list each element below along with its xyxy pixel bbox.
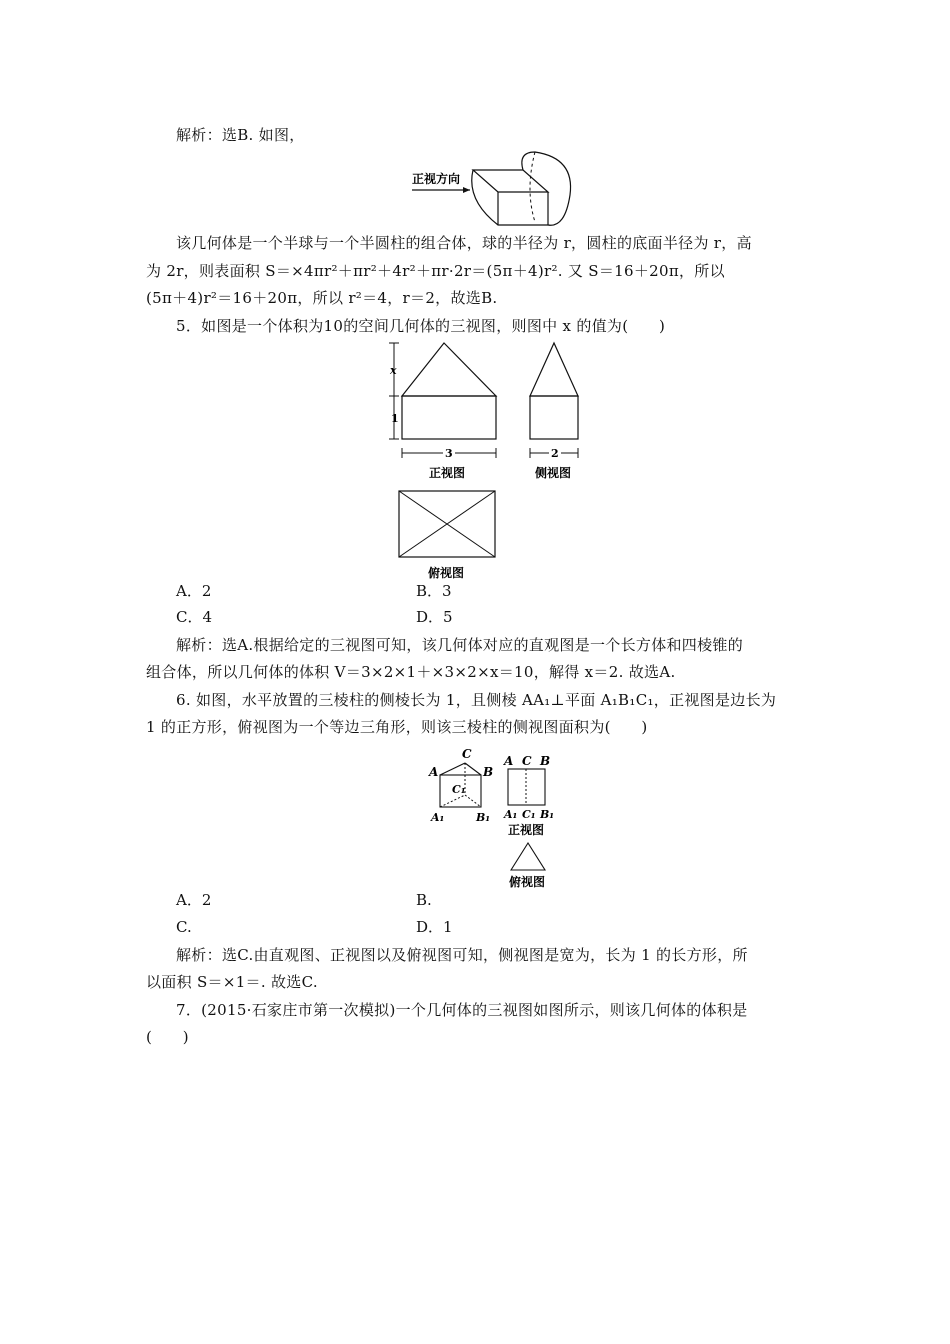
front-view	[402, 343, 496, 439]
dim-x-label: x	[390, 364, 397, 377]
figure-three-views-q5	[385, 340, 615, 585]
label-B: B	[483, 765, 494, 779]
q4-solution-intro: 解析：选B. 如图，	[176, 126, 305, 144]
q5-solution-line2: 组合体，所以几何体的体积 V＝3×2×1＋×3×2×x＝10，解得 x＝2. 故选A.	[146, 663, 676, 681]
dim-1-label: 1	[391, 412, 399, 425]
question-7-line2: ( )	[146, 1028, 189, 1046]
label-C: C	[462, 747, 472, 761]
side-view-caption: 侧视图	[535, 466, 572, 480]
fv-label-B1: B₁	[540, 808, 555, 821]
q6-option-a: A．2	[176, 891, 212, 909]
fv-label-C: C	[522, 754, 532, 768]
side-view	[530, 343, 578, 439]
q5-solution-line1: 解析：选A.根据给定的三视图可知，该几何体对应的直观图是一个长方体和四棱锥的	[176, 636, 744, 654]
label-C1: C₁	[452, 783, 466, 796]
view-direction-label: 正视方向	[412, 172, 461, 186]
q6-solution-line2: 以面积 S＝×1＝. 故选C.	[146, 973, 318, 991]
q6-option-d: D．1	[416, 918, 453, 936]
front-view-caption: 正视图	[429, 466, 466, 480]
fv-label-B: B	[540, 754, 551, 768]
prism-front-view	[508, 769, 545, 805]
question-6-line2: 1 的正方形，俯视图为一个等边三角形，则该三棱柱的侧视图面积为( )	[146, 718, 648, 736]
q4-solution-line1: 该几何体是一个半球与一个半圆柱的组合体，球的半径为 r，圆柱的底面半径为 r，高	[176, 234, 752, 252]
top-view-caption: 俯视图	[428, 566, 465, 580]
label-A: A	[429, 765, 439, 779]
fv-label-C1: C₁	[522, 808, 536, 821]
figure-hemisphere-half-cylinder	[410, 150, 590, 230]
front-view-caption-q6: 正视图	[508, 823, 545, 837]
q5-option-c: C．4	[176, 608, 213, 626]
figure-triangular-prism-q6	[425, 745, 565, 890]
fv-label-A: A	[504, 754, 514, 768]
q6-option-b: B.	[416, 891, 432, 909]
q6-option-c: C.	[176, 918, 192, 936]
prism-top-view	[511, 843, 545, 870]
dim-3-label: 3	[445, 447, 453, 460]
q4-solution-line2: 为 2r，则表面积 S＝×4πr²＋πr²＋4r²＋πr·2r＝(5π＋4)r². 又 S＝16＋20π，所以	[146, 262, 725, 280]
q5-option-a: A．2	[176, 582, 212, 600]
question-6-line1: 6. 如图，水平放置的三棱柱的侧棱长为 1，且侧棱 AA₁⊥平面 A₁B₁C₁，正视图是边长为	[176, 691, 777, 709]
question-5: 5．如图是一个体积为10的空间几何体的三视图，则图中 x 的值为( )	[176, 317, 666, 335]
q4-solution-line3: (5π＋4)r²＝16＋20π，所以 r²＝4，r＝2，故选B.	[146, 289, 498, 307]
dim-2-label: 2	[551, 447, 559, 460]
question-7-line1: 7．(2015·石家庄市第一次模拟)一个几何体的三视图如图所示，则该几何体的体积是	[176, 1001, 748, 1019]
label-B1: B₁	[476, 811, 491, 824]
q5-option-d: D．5	[416, 608, 453, 626]
label-A1: A₁	[431, 811, 445, 824]
fv-label-A1: A₁	[504, 808, 518, 821]
q5-option-b: B．3	[416, 582, 452, 600]
top-view-caption-q6: 俯视图	[509, 875, 546, 889]
top-view	[399, 491, 495, 557]
q6-solution-line1: 解析：选C.由直观图、正视图以及俯视图可知，侧视图是宽为，长为 1 的长方形，所	[176, 946, 748, 964]
